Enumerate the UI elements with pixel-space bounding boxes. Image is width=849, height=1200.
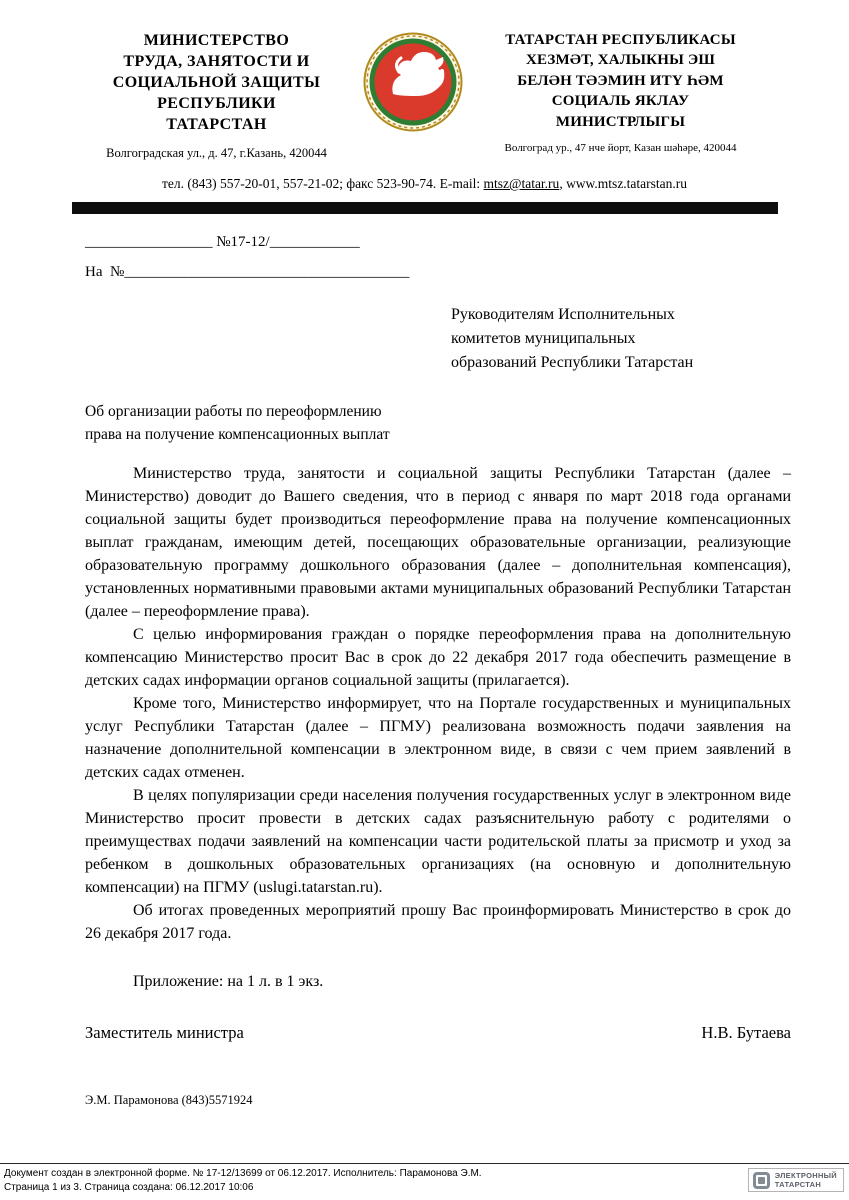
badge-text <box>775 1171 837 1189</box>
electronic-tatarstan-badge <box>748 1168 844 1192</box>
addressee-block <box>451 303 791 375</box>
divider-bar <box>72 202 778 214</box>
org-name-ru-line: СОЦИАЛЬНОЙ ЗАЩИТЫ <box>112 74 321 92</box>
org-name-ru-line: ТАТАРСТАН <box>166 116 267 134</box>
subject-line: права на получение компенсационных выплат <box>85 425 390 443</box>
reply-blank: ______________________________________ <box>124 264 410 281</box>
addressee-line: Руководителям Исполнительных <box>451 306 675 324</box>
org-name-tt-line: СОЦИАЛЬ ЯКЛАУ <box>551 93 690 110</box>
org-name-ru-line: РЕСПУБЛИКИ <box>157 95 276 113</box>
contact-separator: , <box>559 176 567 192</box>
subject-block <box>85 401 849 447</box>
org-name-tt-line: МИНИСТРЛЫГЫ <box>555 113 686 130</box>
page-footer <box>0 1163 849 1200</box>
letter-body <box>85 462 791 993</box>
badge-text-line: ЭЛЕКТРОННЫЙ <box>774 1171 837 1180</box>
contact-line <box>0 176 849 192</box>
outgoing-number-line <box>85 227 849 257</box>
body-paragraph: В целях популяризации среди населения получения государственных услуг в электронном виде Министерство просит провести в детских садах разъяснительную работу с родителями о преимуществах подачи заявлений на компенсации части родительской платы за присмотр и уход за ребенком в дошкольных образовательных организациях (на основную и дополнительную компенсации) на ПГМУ (uslugi.tatarstan.ru). <box>85 786 791 896</box>
outgoing-number-label: №17-12/ <box>212 234 270 251</box>
body-paragraph: Кроме того, Министерство информирует, что на Портале государственных и муниципальных услуг Республики Татарстан (далее – ПГМУ) реализована возможность подачи заявления на назначение дополнительной компенсации в электронном виде, в связи с чем прием заявлений в детских садах отменен. <box>85 694 791 781</box>
signature-row <box>85 1023 791 1043</box>
addressee-line: образований Республики Татарстан <box>451 354 694 372</box>
signer-position: Заместитель министра <box>85 1022 244 1042</box>
signer-name: Н.В. Бутаева <box>701 1022 791 1042</box>
body-paragraph: Министерство труда, занятости и социальной защиты Республики Татарстан (далее – Министерство) доводит до Вашего сведения, что в период с января по март 2018 года органами социальной защиты будет производиться переоформление права на получение компенсационных выплат гражданам, имеющим детей, посещающих образовательные организации, реализующие образовательную программу дошкольного образования (далее – дополнительная компенсация), установленных нормативными правовыми актами муниципальных образований Республики Татарстан (далее – переоформление права). <box>85 464 791 620</box>
addressee-line: комитетов муниципальных <box>451 330 636 348</box>
executor-line: Э.М. Парамонова (843)5571924 <box>85 1092 253 1107</box>
badge-logo-icon <box>753 1172 770 1189</box>
org-name-ru-line: ТРУДА, ЗАНЯТОСТИ И <box>123 53 310 71</box>
letterhead <box>0 0 849 161</box>
badge-text-line: ТАТАРСТАН <box>774 1180 822 1189</box>
email-link[interactable]: mtsz@tatar.ru <box>483 176 560 192</box>
body-paragraph: С целью информирования граждан о порядке переоформления права на дополнительную компенсацию Министерство просит Вас в срок до 22 декабря 2017 года обеспечить размещение в детских садах информации органов социальной защиты (прилагается). <box>85 625 791 689</box>
org-address-ru: Волгоградская ул., д. 47, г.Казань, 420044 <box>106 145 327 160</box>
footer-line-2: Страница 1 из 3. Страница создана: 06.12.2017 10:06 <box>4 1182 254 1193</box>
number-blank: ____________ <box>269 234 360 251</box>
tatarstan-emblem-icon <box>363 32 463 132</box>
org-name-tt <box>483 30 759 156</box>
org-address-tt: Волгоград ур., 47 нче йорт, Казан шәһәре, 420044 <box>504 141 737 154</box>
org-name-tt-line: БЕЛӘН ТӘЭМИН ИТҮ ҺӘМ <box>517 72 724 89</box>
incoming-number-line <box>85 257 849 287</box>
org-name-tt-line: ХЕЗМӘТ, ХАЛЫКНЫ ЭШ <box>525 52 716 69</box>
phone-fax-text: тел. (843) 557-20-01, 557-21-02; факс 523-90-74. E-mail: <box>161 176 484 192</box>
org-name-tt-line: ТАТАРСТАН РЕСПУБЛИКАСЫ <box>505 32 736 48</box>
date-blank: _________________ <box>85 234 213 251</box>
reply-label: На № <box>85 264 125 281</box>
footer-line-1: Документ создан в электронной форме. № 17-12/13699 от 06.12.2017. Исполнитель: Парамонова Э.М. <box>4 1168 482 1179</box>
body-paragraph: Об итогах проведенных мероприятий прошу Вас проинформировать Министерство в срок до 26 декабря 2017 года. <box>85 901 791 942</box>
subject-line: Об организации работы по переоформлению <box>85 403 382 421</box>
website-link[interactable]: www.mtsz.tatarstan.ru <box>566 176 688 192</box>
org-name-ru <box>91 30 343 161</box>
org-name-ru-line: МИНИСТЕРСТВО <box>143 32 290 49</box>
attachment-line: Приложение: на 1 л. в 1 экз. <box>133 972 324 990</box>
reference-block <box>85 227 849 287</box>
